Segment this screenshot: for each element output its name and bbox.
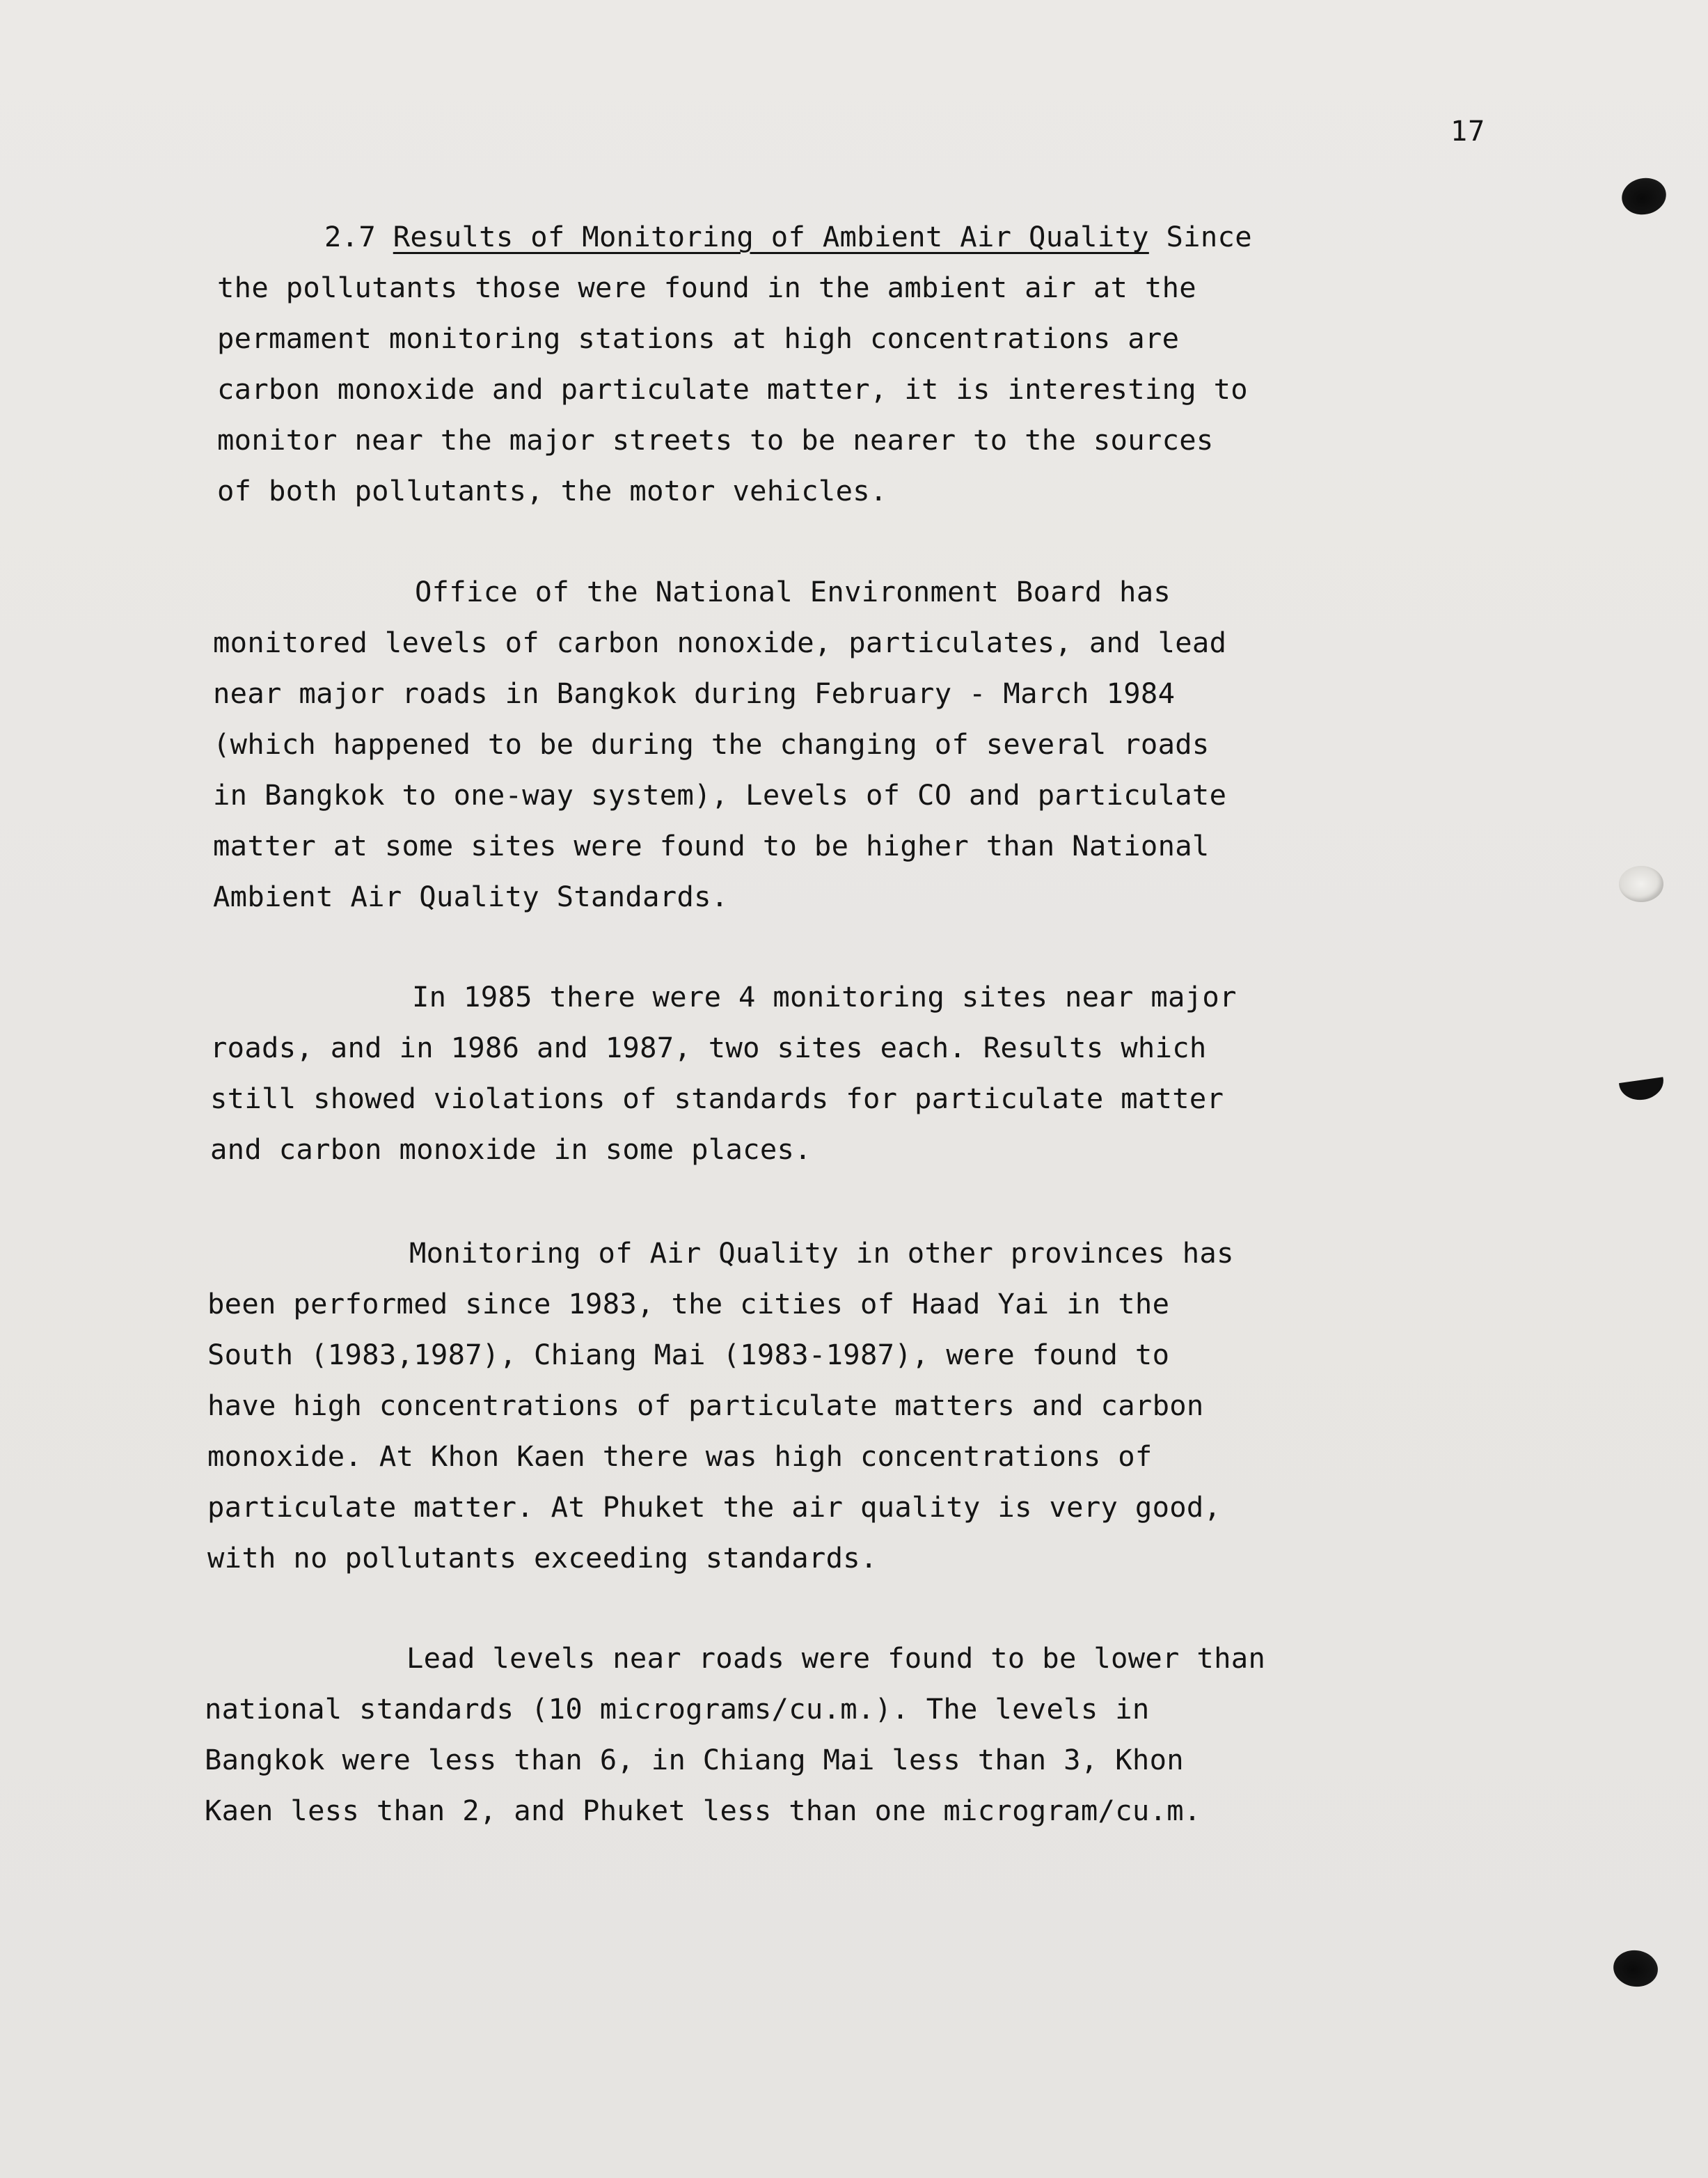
text-line: in Bangkok to one-way system), Levels of CO and particulate <box>213 778 1227 812</box>
binder-hole-icon <box>1618 174 1669 219</box>
text-line: near major roads in Bangkok during February - March 1984 <box>213 677 1176 710</box>
text-line: Bangkok were less than 6, in Chiang Mai less than 3, Khon <box>205 1743 1184 1776</box>
text-line: the pollutants those were found in the ambient air at the <box>217 271 1196 304</box>
text-line: Monitoring of Air Quality in other provinces has <box>409 1236 1234 1270</box>
text-line: Ambient Air Quality Standards. <box>213 880 729 913</box>
paragraph-ambient-air-quality <box>217 212 1252 516</box>
text-line: monitored levels of carbon nonoxide, particulates, and lead <box>213 626 1227 659</box>
paragraph-other-provinces <box>207 1228 1234 1584</box>
text-line: roads, and in 1986 and 1987, two sites each. Results which <box>210 1031 1207 1064</box>
text-line: have high concentrations of particulate matters and carbon <box>207 1389 1204 1422</box>
text-line: South (1983,1987), Chiang Mai (1983-1987), were found to <box>207 1338 1170 1371</box>
text-line: of both pollutants, the motor vehicles. <box>217 474 887 507</box>
page-number: 17 <box>1450 116 1486 148</box>
text-line: still showed violations of standards for particulate matter <box>210 1082 1224 1115</box>
text-line: particulate matter. At Phuket the air quality is very good, <box>207 1490 1221 1524</box>
text-line: matter at some sites were found to be higher than National <box>213 829 1210 862</box>
paragraph-monitoring-sites <box>210 972 1237 1175</box>
text-line: 2.7 Results of Monitoring of Ambient Air Quality Since <box>324 220 1252 253</box>
binder-hole-icon <box>1619 866 1663 902</box>
text-line: with no pollutants exceeding standards. <box>207 1541 878 1575</box>
text-line: monoxide. At Khon Kaen there was high concentrations of <box>207 1439 1153 1473</box>
section-heading: Results of Monitoring of Ambient Air Quality <box>393 220 1149 253</box>
text-line: Office of the National Environment Board has <box>415 575 1171 608</box>
paragraph-lead-levels <box>205 1633 1265 1836</box>
text-line: carbon monoxide and particulate matter, it is interesting to <box>217 372 1248 406</box>
binder-hole-icon <box>1617 1061 1666 1103</box>
paragraph-national-environment-board <box>213 567 1226 922</box>
text-line: national standards (10 micrograms/cu.m.). The levels in <box>205 1692 1150 1726</box>
section-number: 2.7 <box>324 220 377 253</box>
binder-hole-icon <box>1611 1948 1661 1989</box>
text-line: and carbon monoxide in some places. <box>210 1133 812 1166</box>
text-line: Lead levels near roads were found to be lower than <box>406 1641 1266 1675</box>
text-line: monitor near the major streets to be nearer to the sources <box>217 423 1214 457</box>
text-line: permament monitoring stations at high concentrations are <box>217 322 1180 355</box>
text-line: (which happened to be during the changing of several roads <box>213 727 1210 761</box>
text-line: Kaen less than 2, and Phuket less than one microgram/cu.m. <box>205 1794 1201 1827</box>
text-line: In 1985 there were 4 monitoring sites near major <box>412 980 1237 1013</box>
text-line: been performed since 1983, the cities of Haad Yai in the <box>207 1287 1170 1320</box>
